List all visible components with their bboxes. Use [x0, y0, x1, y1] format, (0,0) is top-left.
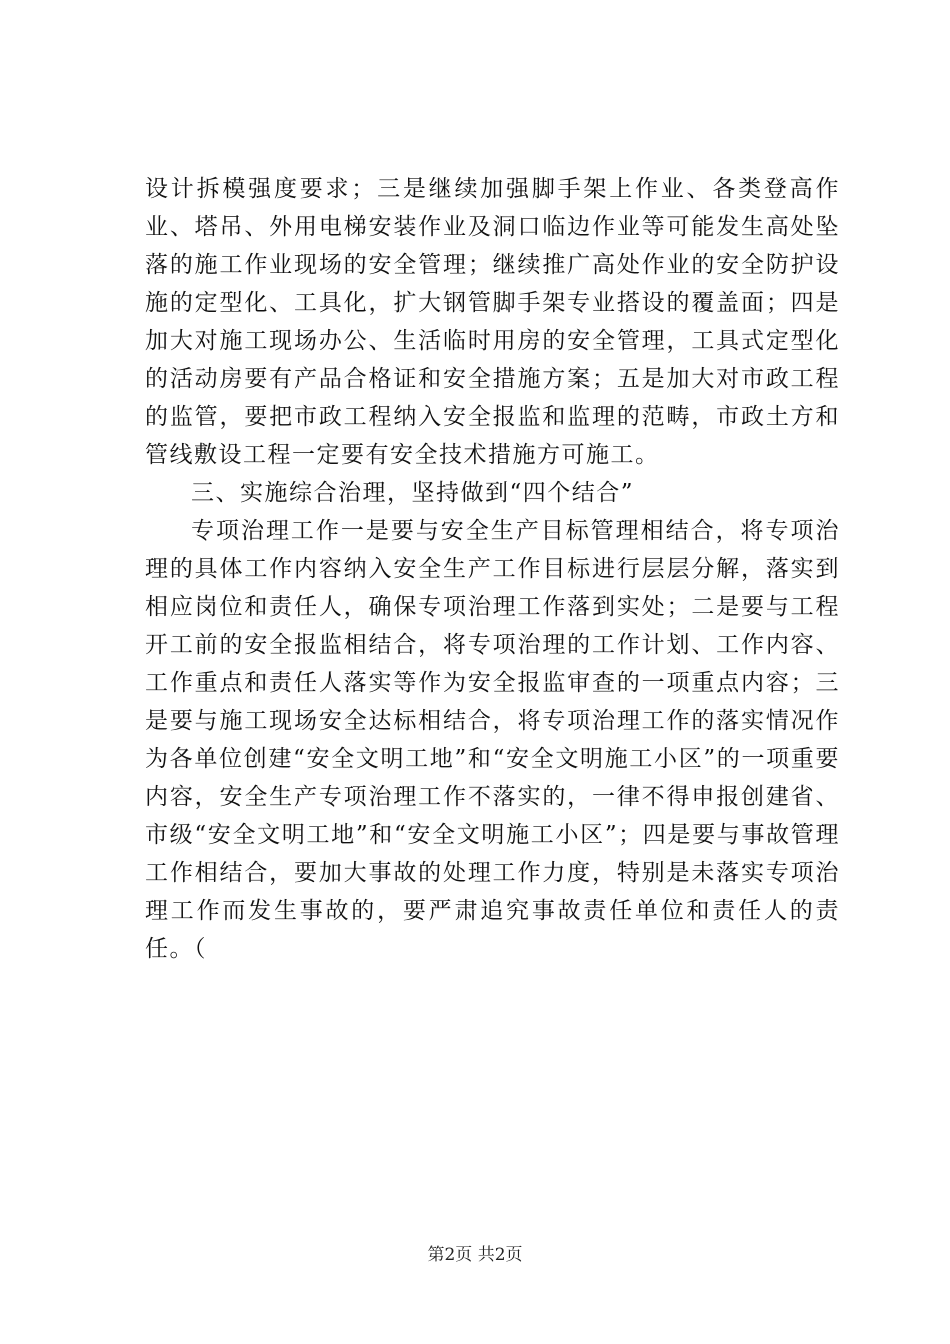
- section-heading: 三、实施综合治理，坚持做到“四个结合”: [191, 480, 635, 506]
- page-footer: 第2页 共2页: [427, 1245, 523, 1265]
- paragraph-body: 专项治理工作一是要与安全生产目标管理相结合，将专项治理的具体工作内容纳入安全生产工作目标进行层层分解，落实到相应岗位和责任人，确保专项治理工作落到实处；二是要与工程开工前的安全报监相结合，将专项治理的工作计划、工作内容、工作重点和责任人落实等作为安全报监审查的一项重点内容；三是要与施工现场安全达标相结合，将专项治理工作的落实情况作为各单位创建“安全文明工地”和“安全文明施工小区”的一项重要内容，安全生产专项治理工作不落实的，一律不得申报创建省、市级“安全文明工地”和“安全文明施工小区”；四是要与事故管理工作相结合，要加大事故的处理工作力度，特别是未落实专项治理工作而发生事故的，要严肃追究事故责任单位和责任人的责任。（: [145, 518, 840, 962]
- paragraph-continuation: 设计拆模强度要求；三是继续加强脚手架上作业、各类登高作业、塔吊、外用电梯安装作业及洞口临边作业等可能发生高处坠落的施工作业现场的安全管理；继续推广高处作业的安全防护设施的定型化、工具化，扩大钢管脚手架专业搭设的覆盖面；四是加大对施工现场办公、生活临时用房的安全管理，工具式定型化的活动房要有产品合格证和安全措施方案；五是加大对市政工程的监管，要把市政工程纳入安全报监和监理的范畴，市政土方和管线敷设工程一定要有安全技术措施方可施工。: [145, 176, 840, 468]
- document-body: [145, 170, 840, 968]
